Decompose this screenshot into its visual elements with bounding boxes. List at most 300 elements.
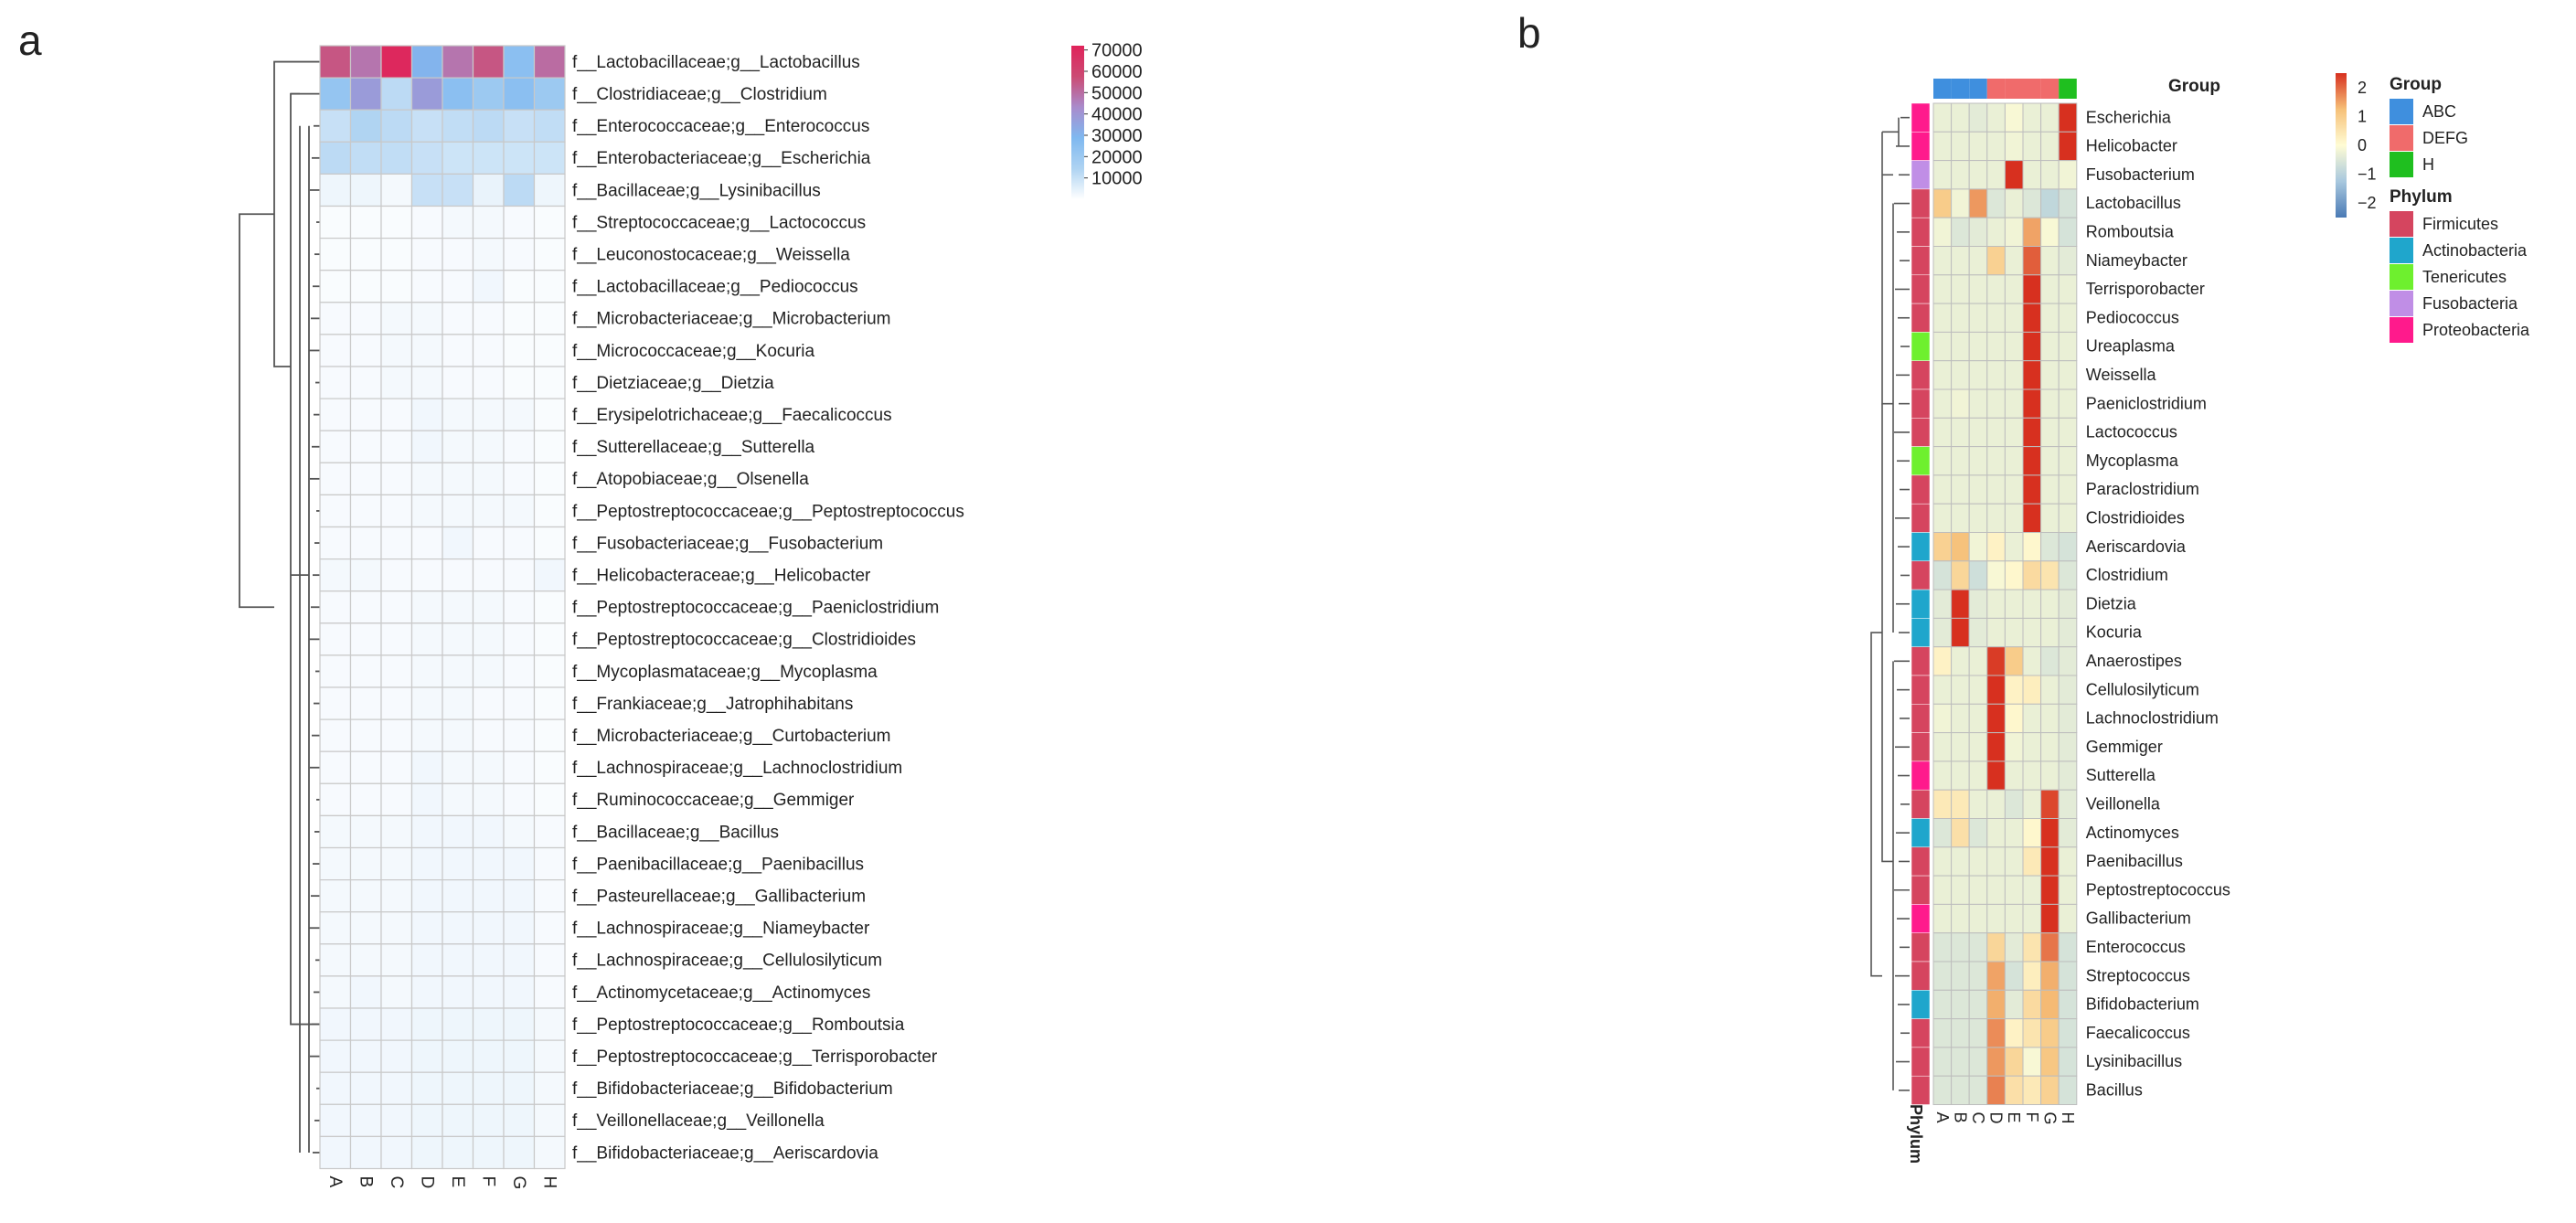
row-label: f__Leuconostocaceae;g__Weissella <box>572 245 850 265</box>
heatmap-cell <box>412 591 443 623</box>
heatmap-cell <box>2059 1048 2077 1076</box>
heatmap-cell <box>2005 218 2023 246</box>
row-label: f__Clostridiaceae;g__Clostridium <box>572 84 827 104</box>
heatmap-cell <box>1969 533 1987 561</box>
phylum-annotation-cell <box>1911 361 1930 389</box>
heatmap-cell <box>442 783 474 815</box>
heatmap-cell <box>320 1072 351 1104</box>
heatmap-cell <box>2023 161 2041 189</box>
heatmap-cell <box>381 1040 412 1072</box>
heatmap-cell <box>1952 561 1970 590</box>
heatmap-cell <box>320 1040 351 1072</box>
heatmap-cell <box>412 1008 443 1040</box>
heatmap-cell <box>1952 675 1970 704</box>
heatmap-cell <box>412 174 443 206</box>
heatmap-cell <box>381 399 412 431</box>
heatmap-cell <box>412 431 443 463</box>
heatmap-cell <box>381 751 412 783</box>
heatmap-cell <box>381 495 412 526</box>
heatmap-cell <box>504 687 535 719</box>
heatmap-cell <box>320 912 351 944</box>
phylum-annotation-cell <box>1911 847 1930 876</box>
heatmap-cell <box>504 46 535 78</box>
heatmap-cell <box>2059 389 2077 418</box>
heatmap-cell <box>442 623 474 655</box>
heatmap-cell <box>1952 647 1970 675</box>
phylum-annotation-cell <box>1911 275 1930 303</box>
heatmap-cell <box>2023 218 2041 246</box>
phylum-annotation-cell <box>1911 733 1930 761</box>
row-label: Terrisporobacter <box>2085 280 2205 299</box>
column-label: D <box>417 1175 437 1189</box>
heatmap-cell <box>1933 990 1952 1018</box>
heatmap-cell <box>1933 733 1952 761</box>
row-label: Lactobacillus <box>2085 194 2181 213</box>
heatmap-cell <box>1933 847 1952 876</box>
column-label: H <box>2059 1111 2077 1124</box>
heatmap-cell <box>2023 1019 2041 1048</box>
heatmap-cell <box>412 303 443 335</box>
heatmap-cell <box>442 239 474 271</box>
heatmap-cell <box>442 174 474 206</box>
heatmap-cell <box>2023 103 2041 132</box>
heatmap-cell <box>442 110 474 142</box>
heatmap-cell <box>535 1072 566 1104</box>
heatmap-cell <box>474 751 505 783</box>
column-label: G <box>508 1175 528 1190</box>
heatmap-cell <box>412 1104 443 1136</box>
heatmap-cell <box>1987 132 2006 160</box>
heatmap-cell <box>2059 533 2077 561</box>
column-label: A <box>1932 1111 1952 1123</box>
heatmap-cell <box>381 591 412 623</box>
row-label: f__Lachnospiraceae;g__Cellulosilyticum <box>572 951 883 971</box>
heatmap-cell <box>2005 389 2023 418</box>
heatmap-cell <box>474 495 505 526</box>
heatmap-cell <box>1933 1019 1952 1048</box>
heatmap-cell <box>2005 475 2023 504</box>
phylum-annotation-cell <box>1911 962 1930 990</box>
colorbar-tick-label: 30000 <box>1091 126 1143 146</box>
heatmap-cell <box>1987 504 2006 532</box>
row-label: f__Bacillaceae;g__Bacillus <box>572 823 780 843</box>
colorbar-tick-label: 50000 <box>1091 83 1143 104</box>
heatmap-cell <box>504 239 535 271</box>
row-label: f__Lachnospiraceae;g__Niameybacter <box>572 919 870 939</box>
heatmap-cell <box>2059 332 2077 360</box>
heatmap-cell <box>1969 504 1987 532</box>
heatmap-cell <box>442 463 474 495</box>
heatmap-cell <box>381 1104 412 1136</box>
heatmap-cell <box>351 463 382 495</box>
heatmap-cell <box>2005 819 2023 847</box>
heatmap-cell <box>504 655 535 687</box>
heatmap-cell <box>535 623 566 655</box>
heatmap-cell <box>504 303 535 335</box>
heatmap-cell <box>2041 504 2060 532</box>
heatmap-cell <box>2023 761 2041 790</box>
legend-swatch <box>2390 152 2413 177</box>
heatmap-cell <box>442 976 474 1008</box>
heatmap-cell <box>1952 247 1970 275</box>
heatmap-cell <box>351 1104 382 1136</box>
heatmap-cell <box>351 431 382 463</box>
legend-item-firmicutes: Firmicutes <box>2422 215 2499 233</box>
heatmap-cell <box>2023 275 2041 303</box>
heatmap-cell <box>442 815 474 847</box>
colorbar-tick-label: 60000 <box>1091 62 1143 82</box>
heatmap-cell <box>2041 1048 2060 1076</box>
heatmap-cell <box>2041 1076 2060 1104</box>
heatmap-cell <box>2041 533 2060 561</box>
phylum-annotation-cell <box>1911 990 1930 1018</box>
heatmap-cell <box>2059 447 2077 475</box>
heatmap-cell <box>381 815 412 847</box>
heatmap-cell <box>1933 1076 1952 1104</box>
heatmap-cell <box>504 1008 535 1040</box>
dendrogram-branch <box>274 62 320 367</box>
heatmap-cell <box>1933 904 1952 932</box>
heatmap-cell <box>320 495 351 526</box>
legend-swatch <box>2390 211 2413 237</box>
heatmap-cell <box>320 142 351 174</box>
heatmap-cell <box>351 495 382 526</box>
heatmap-cell <box>2005 247 2023 275</box>
heatmap-cell <box>1969 647 1987 675</box>
heatmap-cell <box>2023 361 2041 389</box>
row-label: f__Frankiaceae;g__Jatrophihabitans <box>572 694 854 714</box>
heatmap-cell <box>2059 761 2077 790</box>
heatmap-cell <box>412 463 443 495</box>
heatmap-cell <box>320 271 351 303</box>
row-label: Bifidobacterium <box>2085 994 2199 1014</box>
heatmap-cell <box>504 1136 535 1168</box>
phylum-annotation-cell <box>1911 933 1930 962</box>
heatmap-cell <box>442 495 474 526</box>
row-label: Sutterella <box>2085 766 2156 785</box>
heatmap-cell <box>2041 247 2060 275</box>
heatmap-cell <box>351 719 382 751</box>
heatmap-cell <box>474 848 505 880</box>
heatmap-cell <box>351 944 382 976</box>
heatmap-cell <box>351 880 382 912</box>
heatmap-cell <box>504 463 535 495</box>
heatmap-cell <box>1952 1048 1970 1076</box>
heatmap-cell <box>504 559 535 591</box>
heatmap-cell <box>2005 561 2023 590</box>
row-label: Fusobacterium <box>2085 165 2195 184</box>
heatmap-cell <box>504 271 535 303</box>
column-label: H <box>539 1175 559 1189</box>
row-label: Helicobacter <box>2085 136 2177 155</box>
colorbar-tick-label: 20000 <box>1091 147 1143 168</box>
heatmap-cell <box>1969 561 1987 590</box>
heatmap-cell <box>1933 819 1952 847</box>
heatmap-cell <box>1933 361 1952 389</box>
heatmap-cell <box>412 335 443 367</box>
heatmap-cell <box>442 880 474 912</box>
heatmap-cell <box>504 1072 535 1104</box>
heatmap-cell <box>1969 361 1987 389</box>
heatmap-cell <box>474 174 505 206</box>
heatmap-cell <box>412 527 443 559</box>
heatmap-b <box>1871 73 2530 1164</box>
row-label: f__Paenibacillaceae;g__Paenibacillus <box>572 855 865 875</box>
heatmap-cell <box>2023 189 2041 218</box>
heatmap-cell <box>412 848 443 880</box>
heatmap-cell <box>474 655 505 687</box>
heatmap-cell <box>2041 161 2060 189</box>
phylum-annotation-cell <box>1911 189 1930 218</box>
heatmap-cell <box>412 655 443 687</box>
heatmap-cell <box>351 976 382 1008</box>
heatmap-cell <box>2023 475 2041 504</box>
row-label: Gallibacterium <box>2085 909 2191 928</box>
heatmap-cell <box>351 271 382 303</box>
heatmap-cell <box>351 623 382 655</box>
heatmap-cell <box>504 1040 535 1072</box>
heatmap-cell <box>535 207 566 239</box>
heatmap-cell <box>2005 704 2023 732</box>
heatmap-cell <box>1952 132 1970 160</box>
row-label: f__Ruminococcaceae;g__Gemmiger <box>572 791 855 811</box>
heatmap-cell <box>1969 904 1987 932</box>
heatmap-cell <box>1969 990 1987 1018</box>
heatmap-cell <box>1952 847 1970 876</box>
heatmap-cell <box>2059 1019 2077 1048</box>
heatmap-cell <box>1933 275 1952 303</box>
dendrogram-branch <box>1871 633 1882 976</box>
heatmap-cell <box>1969 704 1987 732</box>
heatmap-cell <box>320 527 351 559</box>
heatmap-cell <box>2005 361 2023 389</box>
row-label: Paenibacillus <box>2085 852 2183 871</box>
heatmap-cell <box>2023 447 2041 475</box>
heatmap-cell <box>2059 590 2077 618</box>
heatmap-cell <box>320 848 351 880</box>
heatmap-cell <box>1987 819 2006 847</box>
heatmap-cell <box>442 271 474 303</box>
heatmap-cell <box>1969 1076 1987 1104</box>
heatmap-cell <box>1969 675 1987 704</box>
heatmap-cell <box>2041 790 2060 818</box>
heatmap-cell <box>442 1104 474 1136</box>
heatmap-cell <box>2005 132 2023 160</box>
row-label: f__Fusobacteriaceae;g__Fusobacterium <box>572 534 884 554</box>
heatmap-cell <box>2041 990 2060 1018</box>
row-label: Pediococcus <box>2085 308 2179 327</box>
colorbar-b <box>2336 73 2377 218</box>
heatmap-cell <box>535 912 566 944</box>
heatmap-cell <box>2005 675 2023 704</box>
row-label: Lysinibacillus <box>2085 1052 2183 1071</box>
heatmap-cell <box>1969 389 1987 418</box>
row-label: f__Pasteurellaceae;g__Gallibacterium <box>572 887 867 907</box>
column-label: A <box>325 1175 345 1188</box>
heatmap-cell <box>1987 418 2006 446</box>
heatmap-cell <box>1987 847 2006 876</box>
heatmap-cell <box>2023 303 2041 332</box>
heatmap-cell <box>1969 790 1987 818</box>
heatmap-cell <box>381 303 412 335</box>
legend-item-fusobacteria: Fusobacteria <box>2422 294 2518 313</box>
row-label: Enterococcus <box>2085 937 2186 956</box>
heatmap-cell <box>412 944 443 976</box>
colorbar-tick-label: 10000 <box>1091 168 1143 189</box>
heatmap-b-cells <box>1933 103 2077 1105</box>
heatmap-cell <box>504 848 535 880</box>
heatmap-a <box>240 41 1143 1190</box>
legends-b <box>2390 75 2530 343</box>
heatmap-cell <box>1933 189 1952 218</box>
heatmap-cell <box>320 174 351 206</box>
heatmap-cell <box>442 751 474 783</box>
heatmap-cell <box>351 687 382 719</box>
phylum-annotation-cell <box>1911 790 1930 818</box>
heatmap-cell <box>2059 247 2077 275</box>
heatmap-cell <box>381 1008 412 1040</box>
heatmap-cell <box>474 110 505 142</box>
heatmap-cell <box>351 751 382 783</box>
heatmap-cell <box>2005 418 2023 446</box>
heatmap-cell <box>412 110 443 142</box>
phylum-axis-label: Phylum <box>1907 1104 1925 1165</box>
row-label: f__Bacillaceae;g__Lysinibacillus <box>572 181 821 201</box>
heatmap-cell <box>2005 962 2023 990</box>
heatmap-cell <box>474 944 505 976</box>
row-label: f__Erysipelotrichaceae;g__Faecalicoccus <box>572 405 892 425</box>
heatmap-cell <box>1933 103 1952 132</box>
heatmap-cell <box>412 976 443 1008</box>
heatmap-cell <box>1987 790 2006 818</box>
row-label: f__Micrococcaceae;g__Kocuria <box>572 341 815 361</box>
heatmap-cell <box>2041 847 2060 876</box>
heatmap-cell <box>1987 533 2006 561</box>
heatmap-cell <box>474 142 505 174</box>
heatmap-cell <box>504 912 535 944</box>
heatmap-cell <box>412 207 443 239</box>
heatmap-cell <box>1952 1019 1970 1048</box>
heatmap-cell <box>351 912 382 944</box>
row-label: Streptococcus <box>2085 966 2190 985</box>
heatmap-cell <box>2005 1076 2023 1104</box>
row-label: f__Streptococcaceae;g__Lactococcus <box>572 213 867 233</box>
heatmap-cell <box>535 399 566 431</box>
heatmap-cell <box>381 912 412 944</box>
group-annotation-cell <box>2041 79 2060 99</box>
panel-label-b: b <box>1517 9 1541 57</box>
heatmap-cell <box>2059 103 2077 132</box>
heatmap-cell <box>474 976 505 1008</box>
heatmap-cell <box>442 719 474 751</box>
heatmap-cell <box>535 463 566 495</box>
heatmap-cell <box>2041 275 2060 303</box>
heatmap-cell <box>412 367 443 399</box>
heatmap-cell <box>351 303 382 335</box>
heatmap-cell <box>442 687 474 719</box>
heatmap-cell <box>2041 590 2060 618</box>
dendrogram-branch <box>291 126 309 1153</box>
heatmap-cell <box>1987 275 2006 303</box>
heatmap-cell <box>2023 247 2041 275</box>
heatmap-cell <box>535 591 566 623</box>
heatmap-cell <box>381 463 412 495</box>
heatmap-cell <box>442 399 474 431</box>
heatmap-cell <box>504 783 535 815</box>
heatmap-cell <box>504 623 535 655</box>
heatmap-cell <box>474 623 505 655</box>
heatmap-cell <box>474 207 505 239</box>
heatmap-cell <box>504 142 535 174</box>
heatmap-cell <box>1933 618 1952 646</box>
row-label: f__Mycoplasmataceae;g__Mycoplasma <box>572 662 878 682</box>
heatmap-cell <box>2041 876 2060 904</box>
row-label: f__Atopobiaceae;g__Olsenella <box>572 470 809 490</box>
phylum-annotation-cell <box>1911 161 1930 189</box>
heatmap-cell <box>2059 275 2077 303</box>
heatmap-cell <box>504 174 535 206</box>
heatmap-cell <box>381 1136 412 1168</box>
heatmap-cell <box>2023 962 2041 990</box>
heatmap-cell <box>381 880 412 912</box>
heatmap-cell <box>2059 132 2077 160</box>
phylum-annotation-cell <box>1911 533 1930 561</box>
heatmap-cell <box>2005 847 2023 876</box>
heatmap-cell <box>1952 103 1970 132</box>
group-annotation-cell <box>1933 79 1952 99</box>
heatmap-cell <box>1987 1048 2006 1076</box>
heatmap-cell <box>535 719 566 751</box>
heatmap-cell <box>535 751 566 783</box>
colorbar-tick-label: 70000 <box>1091 40 1143 61</box>
row-label: f__Peptostreptococcaceae;g__Terrisporobacter <box>572 1047 938 1067</box>
heatmap-cell <box>1933 533 1952 561</box>
row-label: f__Veillonellaceae;g__Veillonella <box>572 1111 825 1132</box>
heatmap-cell <box>1987 189 2006 218</box>
heatmap-cell <box>1987 1076 2006 1104</box>
heatmap-cell <box>442 367 474 399</box>
heatmap-cell <box>535 527 566 559</box>
heatmap-cell <box>504 719 535 751</box>
phylum-annotation-cell <box>1911 132 1930 160</box>
heatmap-cell <box>474 78 505 110</box>
heatmap-cell <box>2023 618 2041 646</box>
heatmap-cell <box>442 335 474 367</box>
heatmap-cell <box>381 976 412 1008</box>
heatmap-cell <box>1933 704 1952 732</box>
heatmap-cell <box>1952 533 1970 561</box>
heatmap-cell <box>351 1008 382 1040</box>
heatmap-cell <box>1969 132 1987 160</box>
group-annotation-cell <box>2023 79 2041 99</box>
heatmap-cell <box>381 142 412 174</box>
legend-swatch <box>2390 264 2413 290</box>
phylum-annotation-cell <box>1911 103 1930 132</box>
heatmap-cell <box>535 783 566 815</box>
legend-item-h: H <box>2422 155 2434 174</box>
heatmap-cell <box>2005 733 2023 761</box>
phylum-annotation-cell <box>1911 504 1930 532</box>
heatmap-cell <box>1952 475 1970 504</box>
heatmap-cell <box>1933 303 1952 332</box>
row-label: Clostridium <box>2085 566 2168 585</box>
heatmap-cell <box>351 110 382 142</box>
row-label: Mycoplasma <box>2085 451 2178 470</box>
heatmap-cell <box>412 623 443 655</box>
heatmap-cell <box>1987 475 2006 504</box>
row-label: Cellulosilyticum <box>2085 680 2199 699</box>
column-label: C <box>1969 1111 1987 1124</box>
